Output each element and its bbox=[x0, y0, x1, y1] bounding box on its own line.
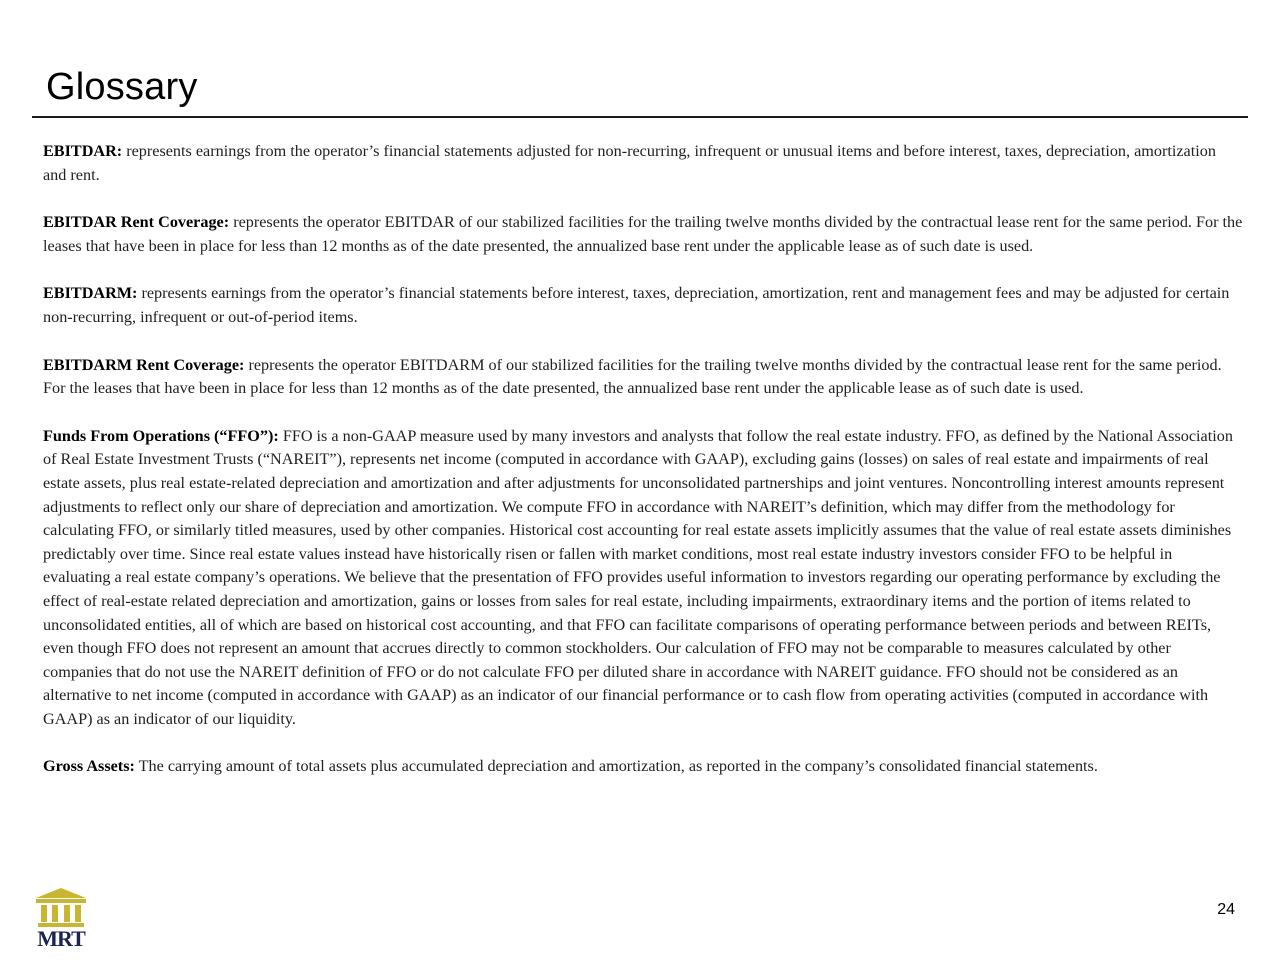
glossary-definition: represents earnings from the operator’s financial statements before interest, taxes, depreciation, amortization, rent and management fees and may be adjusted for certain non-recurring, infrequent or out-of-period items. bbox=[43, 284, 1230, 326]
glossary-definition: FFO is a non-GAAP measure used by many investors and analysts that follow the real estate industry. FFO, as defined by the National Association of Real Estate Investment Trusts (“NAREIT”), represents net income (computed in accordance with GAAP), excluding gains (losses) on sales of real estate and impairments of real estate assets, plus real estate-related depreciation and amortization and after adjustments for unconsolidated partnerships and joint ventures. Noncontrolling interest amounts represent adjustments to reflect only our share of depreciation and amortization. We compute FFO in accordance with NAREIT’s definition, which may differ from the methodology for calculating FFO, or similarly titled measures, used by other companies. Historical cost accounting for real estate assets implicitly assumes that the value of real estate assets diminishes predictably over time. Since real estate values instead have historically risen or fallen with market conditions, most real estate industry investors consider FFO to be helpful in evaluating a real estate company’s operations. We believe that the presentation of FFO provides useful information to investors regarding our operating performance by excluding the effect of real-estate related depreciation and amortization, gains or losses from sales for real estate, including impairments, extraordinary items and the portion of items related to unconsolidated entities, all of which are based on historical cost accounting, and that FFO can facilitate comparisons of operating performance between periods and between REITs, even though FFO does not represent an amount that accrues directly to common stockholders. Our calculation of FFO may not be comparable to measures calculated by other companies that do not use the NAREIT definition of FFO or do not calculate FFO per diluted share in accordance with NAREIT guidance. FFO should not be considered as an alternative to net income (computed in accordance with GAAP) as an indicator of our financial performance or to cash flow from operating activities (computed in accordance with GAAP) as an indicator of our liquidity. bbox=[43, 426, 1233, 728]
glossary-entry-ebitdarm bbox=[43, 282, 1243, 329]
glossary-term: EBITDARM: bbox=[43, 284, 138, 303]
glossary-definition: represents earnings from the operator’s financial statements adjusted for non-recurring, infrequent or unusual items and before interest, taxes, depreciation, amortization and rent. bbox=[43, 142, 1216, 184]
glossary-definition: The carrying amount of total assets plus accumulated depreciation and amortization, as reported in the company’s consolidated financial statements. bbox=[134, 757, 1098, 776]
glossary-entry-gross-assets bbox=[43, 755, 1243, 779]
glossary-entry-ebitdar-rent-coverage bbox=[43, 211, 1243, 258]
glossary-term: EBITDAR: bbox=[43, 142, 123, 160]
columns-logo-icon bbox=[30, 886, 92, 930]
glossary-term: EBITDARM Rent Coverage: bbox=[43, 355, 245, 374]
glossary-definition: represents the operator EBITDAR of our stabilized facilities for the trailing twelve months divided by the contractual lease rent for the same period. For the leases that have been in place for less than 12 months as of the date presented, the annualized base rent under the applicable lease as of such date is used. bbox=[43, 213, 1243, 255]
glossary-term: EBITDAR Rent Coverage: bbox=[43, 213, 230, 232]
glossary-term: Funds From Operations (“FFO”): bbox=[43, 426, 279, 445]
glossary-term: Gross Assets: bbox=[43, 757, 135, 776]
glossary-definition: represents the operator EBITDARM of our stabilized facilities for the trailing twelve months divided by the contractual lease rent for the same period. For the leases that have been in place for less than 12 months as of the date presented, the annualized base rent under the applicable lease as of such date is used. bbox=[43, 355, 1222, 398]
glossary-entry-ebitdarm-rent-coverage bbox=[43, 354, 1243, 401]
page-number: 24 bbox=[1217, 901, 1235, 918]
glossary-entry-ebitdar bbox=[43, 140, 1243, 187]
logo-text: MRT bbox=[37, 926, 85, 951]
company-logo bbox=[30, 886, 92, 954]
title-divider bbox=[32, 116, 1248, 118]
page-title: Glossary bbox=[46, 66, 198, 108]
glossary-list bbox=[43, 140, 1243, 803]
glossary-entry-ffo bbox=[43, 425, 1243, 732]
